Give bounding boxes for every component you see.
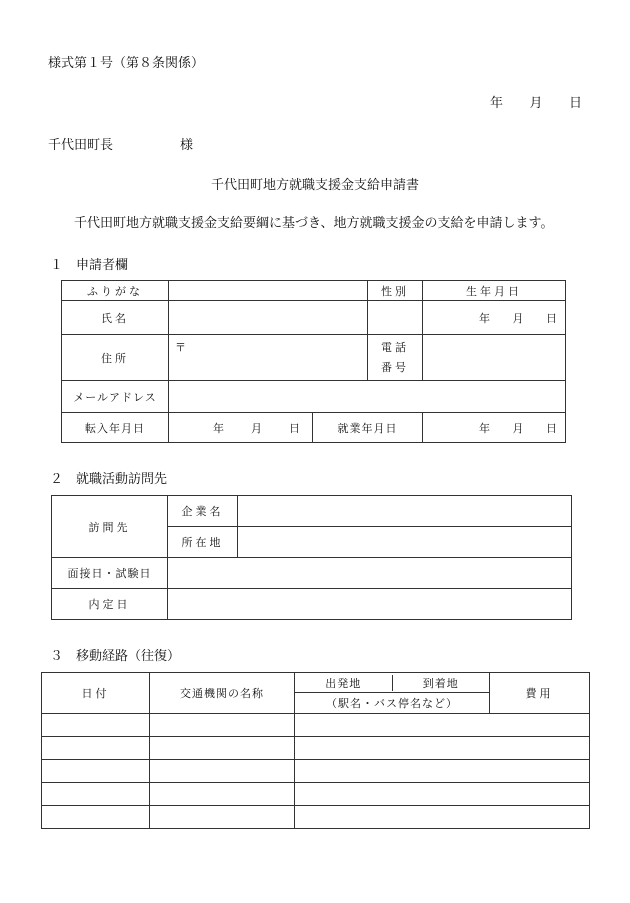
section1-heading: １ 申請者欄 [50,258,129,273]
birth-day: 日 [546,311,557,325]
route-date-cell[interactable] [42,783,150,806]
visit-place-label: 訪問先 [52,496,168,558]
date-day: 日 [568,96,582,111]
phone-label-line1: 電話 [381,340,409,354]
furigana-field[interactable] [169,281,368,301]
furigana-label: ふりがな [62,281,169,301]
route-transport-cell[interactable] [150,760,295,783]
birthdate-label: 生年月日 [423,281,566,301]
date-year: 年 [490,96,504,111]
employment-date-label: 就業年月日 [313,413,423,443]
route-date-cell[interactable] [42,760,150,783]
route-transport-cell[interactable] [150,783,295,806]
company-name-label: 企業名 [168,496,238,527]
name-field[interactable] [169,301,368,335]
employment-year: 年 [479,421,490,435]
intro-text: 千代田町地方就職支援金支給要綱に基づき、地方就職支援金の支給を申請します。 [74,216,554,231]
phone-label-line2: 番号 [381,360,409,374]
birth-year: 年 [479,311,490,325]
document-title: 千代田町地方就職支援金支給申請書 [210,178,419,193]
birth-month: 月 [512,311,524,325]
route-date-cell[interactable] [42,737,150,760]
route-detail-cell[interactable] [295,737,590,760]
email-field[interactable] [169,381,566,413]
email-label: メールアドレス [62,381,169,413]
move-in-month: 月 [251,421,262,435]
offer-date-label: 内定日 [52,589,168,620]
phone-label [368,335,423,381]
addressee-honorific: 様 [180,138,194,153]
name-label: 氏名 [62,301,169,335]
route-date-cell[interactable] [42,806,150,829]
employment-date-field[interactable] [423,413,566,443]
visit-table [51,495,572,620]
route-detail-cell[interactable] [295,783,590,806]
birthdate-field[interactable] [423,301,566,335]
route-transport-cell[interactable] [150,714,295,737]
employment-day: 日 [546,421,557,435]
section3-heading: ３ 移動経路（往復） [50,649,181,664]
postal-mark: 〒 [175,341,186,354]
address-field[interactable] [169,335,368,381]
applicant-table [61,280,566,443]
location-field[interactable] [238,527,572,558]
gender-field[interactable] [368,301,423,335]
move-in-year: 年 [213,421,224,435]
company-name-field[interactable] [238,496,572,527]
address-label: 住所 [62,335,169,381]
arrival-header: 到着地 [422,676,459,690]
submission-date [490,92,582,111]
form-number: 様式第１号（第８条関係） [48,56,205,71]
move-in-date-field[interactable] [169,413,313,443]
station-note: （駅名・バス停名など） [295,693,490,714]
offer-date-field[interactable] [168,589,572,620]
phone-field[interactable] [423,335,566,381]
date-month: 月 [529,96,543,111]
section2-heading: ２ 就職活動訪問先 [50,472,168,487]
route-table [41,672,590,829]
date-header: 日付 [42,673,150,714]
gender-label: 性別 [368,281,423,301]
route-detail-cell[interactable] [295,714,590,737]
interview-date-field[interactable] [168,558,572,589]
route-detail-cell[interactable] [295,760,590,783]
move-in-date-label: 転入年月日 [62,413,169,443]
interview-date-label: 面接日・試験日 [52,558,168,589]
employment-month: 月 [512,421,524,435]
move-in-day: 日 [289,421,300,435]
departure-header: 出発地 [295,675,393,691]
departure-arrival-header [295,673,490,693]
location-label: 所在地 [168,527,238,558]
route-transport-cell[interactable] [150,737,295,760]
route-transport-cell[interactable] [150,806,295,829]
cost-header: 費用 [490,673,590,714]
route-date-cell[interactable] [42,714,150,737]
transport-header: 交通機関の名称 [150,673,295,714]
addressee: 千代田町長 [48,138,114,153]
route-detail-cell[interactable] [295,806,590,829]
